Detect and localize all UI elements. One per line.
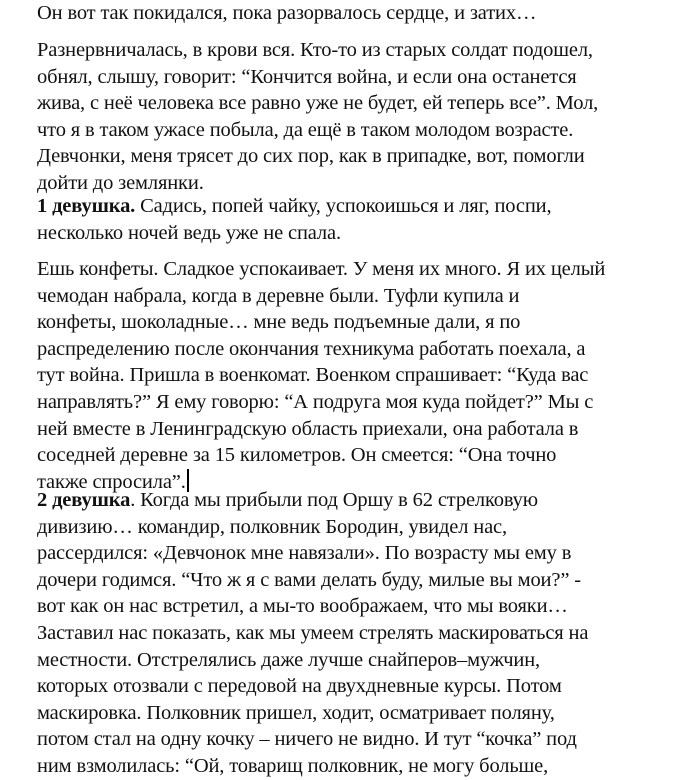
paragraph [37, 37, 598, 197]
text-line [37, 487, 588, 514]
text-line: дочери годимся. “Что ж я с вами делать буду, милые вы мои?” - [37, 568, 581, 591]
text-line: несколько ночей ведь уже не спала. [37, 221, 341, 244]
speaker-label: 1 девушка. [37, 195, 136, 217]
paragraph [37, 0, 536, 27]
text-line: маскировка. Полковник пришел, ходит, осматривает поляну, [37, 701, 555, 724]
text-line: Заставил нас показать, как мы умеем стрелять маскироваться на [37, 621, 589, 644]
paragraph [37, 193, 551, 246]
text-line: распределению после окончания техникума работать поехала, а [37, 337, 586, 360]
text-line: Ешь конфеты. Сладкое успокаивает. У меня их много. Я их целый [37, 258, 606, 280]
text-line: тут война. Пришла в военкомат. Военком спрашивает: “Куда вас [37, 364, 589, 387]
text-line: местности. Отстрелялись даже лучше снайперов–мужчин, [37, 648, 541, 671]
text-line: соседней деревне за 15 километров. Он смеется: “Она точно [37, 444, 557, 467]
text-line: направлять?” Я ему говорю: “А подруга моя куда пойдет?” Мы с [37, 390, 594, 413]
text-run: . Когда мы прибыли под Оршу в 62 стрелковую [130, 489, 538, 511]
text-line: Разнервничалась, в крови вся. Кто-то из старых солдат подошел, [37, 39, 593, 61]
text-line: дивизию… командир, полковник Бородин, увидел нас, [37, 515, 507, 538]
speaker-label: 2 девушка [37, 489, 131, 511]
text-line: что я в таком ужасе побыла, да ещё в таком молодом возрасте. [37, 118, 574, 141]
text-line: Девчонки, меня трясет до сих пор, как в припадке, вот, помогли [37, 145, 585, 168]
text-line: жива, с неё человека все равно уже не будет, ей теперь все”. Мол, [37, 92, 599, 115]
paragraph [37, 487, 588, 780]
text-run: Садись, попей чайку, успокоишься и ляг, поспи, [135, 195, 552, 217]
text-line: конфеты, шоколадные… мне ведь подъемные дали, я по [37, 311, 521, 334]
text-line: потом стал на одну кочку – ничего не видно. И тут “кочка” под [37, 728, 577, 751]
text-line: Он вот так покидался, пока разорвалось сердце, и затих… [37, 2, 537, 24]
text-line [37, 193, 551, 220]
text-line: ним взмолилась: “Ой, товарищ полковник, не могу больше, [37, 754, 549, 777]
text-line: рассердился: «Девчонок мне навязали». По возрасту мы ему в [37, 542, 572, 565]
text-line: дойти до землянки. [37, 171, 204, 194]
text-line: вот как он нас встретил, а мы-то воображаем, что мы вояки… [37, 595, 568, 618]
text-run: также спросила”. [37, 470, 186, 493]
text-line: ней вместе в Ленинградскую область приехали, она работала в [37, 417, 579, 440]
text-line: которых отозвали с передовой на двухдневные курсы. Потом [37, 675, 562, 698]
text-line: чемодан набрала, когда в деревне были. Туфли купила и [37, 284, 520, 307]
paragraph [37, 256, 605, 495]
text-line: обнял, слышу, говорит: “Кончится война, и если она останется [37, 65, 577, 88]
